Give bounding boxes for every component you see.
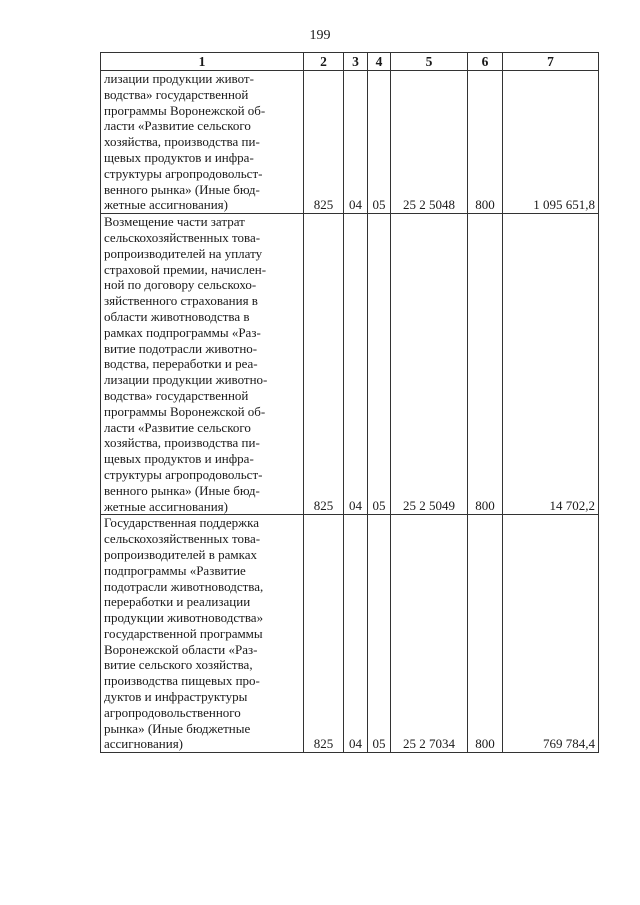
description-line: витие сельского хозяйства, — [104, 657, 253, 673]
row-description — [101, 214, 304, 515]
description-line: структуры агропродовольст- — [104, 165, 263, 181]
description-line: Воронежской области «Раз- — [104, 641, 258, 657]
description-line: ропроизводителей в рамках — [104, 546, 257, 562]
description-line: венного рынка» (Иные бюд- — [104, 181, 260, 197]
admin-code-cell: 825 — [304, 515, 344, 753]
description-line: водства, переработки и реа- — [104, 356, 258, 372]
description-line: витие подотрасли животно- — [104, 340, 258, 356]
header-row — [101, 53, 599, 71]
target-article-cell: 25 2 7034 — [391, 515, 468, 753]
description-line: дуктов и инфраструктуры — [104, 689, 248, 705]
description-line: сельскохозяйственных това- — [104, 531, 261, 547]
amount-cell: 769 784,4 — [503, 515, 599, 753]
column-header: 2 — [304, 53, 344, 71]
description-line: венного рынка» (Иные бюд- — [104, 482, 260, 498]
row-description — [101, 515, 304, 753]
description-line: страховой премии, начислен- — [104, 261, 267, 277]
description-line: жетные ассигнования) — [104, 197, 228, 213]
section-cell: 04 — [344, 515, 368, 753]
description-line: лизации продукции живот- — [104, 71, 254, 86]
expense-type-cell: 800 — [468, 71, 503, 214]
description-line: подотрасли животноводства, — [104, 578, 264, 594]
row-description — [101, 71, 304, 214]
description-line: области животноводства в — [104, 308, 250, 324]
description-line: хозяйства, производства пи- — [104, 134, 260, 150]
table-row — [101, 214, 599, 515]
description-line: хозяйства, производства пи- — [104, 435, 260, 451]
subsection-cell: 05 — [368, 71, 391, 214]
description-line: водства» государственной — [104, 387, 249, 403]
description-line: лизации продукции животно- — [104, 372, 268, 388]
expense-type-cell: 800 — [468, 214, 503, 515]
description-line: подпрограммы «Развитие — [104, 562, 246, 578]
description-line: сельскохозяйственных това- — [104, 229, 261, 245]
budget-table — [100, 52, 599, 753]
expense-type-cell: 800 — [468, 515, 503, 753]
description-line: ассигнования) — [104, 736, 184, 752]
column-header: 4 — [368, 53, 391, 71]
description-line: ропроизводителей на уплату — [104, 245, 263, 261]
amount-cell: 1 095 651,8 — [503, 71, 599, 214]
page-number: 199 — [309, 28, 331, 43]
description-line: агропродовольственного — [104, 704, 241, 720]
description-line: Возмещение части затрат — [104, 214, 245, 230]
description-line: ной по договору сельскохо- — [104, 277, 257, 293]
description-line: ласти «Развитие сельского — [104, 118, 251, 134]
amount-cell: 14 702,2 — [503, 214, 599, 515]
admin-code-cell: 825 — [304, 71, 344, 214]
description-line: щевых продуктов и инфра- — [104, 451, 254, 467]
description-line: производства пищевых про- — [104, 673, 260, 689]
description-line: государственной программы — [104, 625, 263, 641]
target-article-cell: 25 2 5048 — [391, 71, 468, 214]
column-header: 6 — [468, 53, 503, 71]
column-header: 7 — [503, 53, 599, 71]
admin-code-cell: 825 — [304, 214, 344, 515]
description-line: ласти «Развитие сельского — [104, 419, 251, 435]
description-line: рамках подпрограммы «Раз- — [104, 324, 261, 340]
description-line: продукции животноводства» — [104, 610, 264, 626]
target-article-cell: 25 2 5049 — [391, 214, 468, 515]
description-line: Государственная поддержка — [104, 515, 260, 531]
description-line: программы Воронежской об- — [104, 403, 266, 419]
table-row — [101, 71, 599, 214]
description-line: переработки и реализации — [104, 594, 251, 610]
description-line: структуры агропродовольст- — [104, 466, 263, 482]
description-line: рынка» (Иные бюджетные — [104, 720, 251, 736]
column-header: 1 — [101, 53, 304, 71]
section-cell: 04 — [344, 71, 368, 214]
description-line: зяйственного страхования в — [104, 293, 258, 309]
section-cell: 04 — [344, 214, 368, 515]
description-line: жетные ассигнования) — [104, 498, 228, 514]
description-line: щевых продуктов и инфра- — [104, 149, 254, 165]
subsection-cell: 05 — [368, 214, 391, 515]
subsection-cell: 05 — [368, 515, 391, 753]
description-line: программы Воронежской об- — [104, 102, 266, 118]
column-header: 3 — [344, 53, 368, 71]
table-row — [101, 515, 599, 753]
description-line: водства» государственной — [104, 86, 249, 102]
column-header: 5 — [391, 53, 468, 71]
